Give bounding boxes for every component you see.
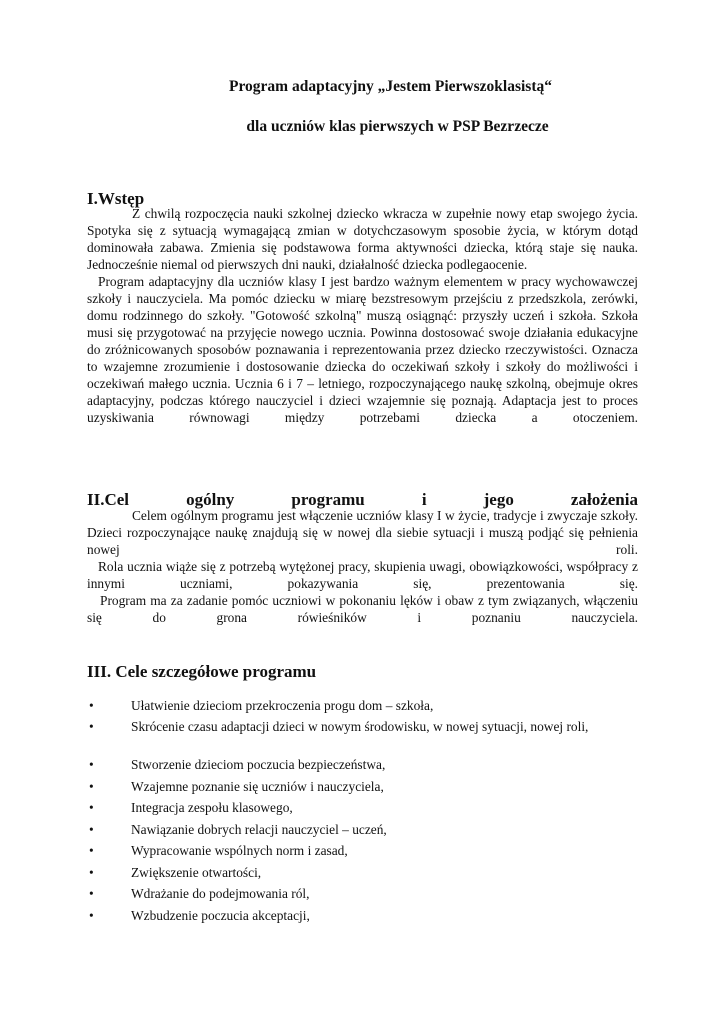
- heading-word: II.Cel: [87, 490, 130, 509]
- list-item: [87, 718, 638, 756]
- bullet-icon: •: [89, 778, 94, 794]
- bullet-icon: •: [89, 864, 94, 880]
- bullet-icon: •: [89, 800, 94, 815]
- list-item-text: Integracja zespołu klasowego,: [131, 800, 293, 815]
- list-item: [87, 864, 638, 886]
- list-item: [87, 821, 638, 843]
- bullet-icon: •: [89, 886, 94, 901]
- list-item-text: Ułatwienie dzieciom przekroczenia progu dom – szkoła,: [131, 698, 434, 713]
- list-item: [87, 756, 638, 778]
- list-item: [87, 778, 638, 800]
- section-introduction-body: [87, 205, 638, 426]
- list-item-text: Wypracowanie wspólnych norm i zasad,: [131, 843, 348, 858]
- bullet-icon: •: [89, 757, 94, 772]
- bullet-icon: •: [89, 698, 94, 713]
- list-item-text: Zwiększenie otwartości,: [131, 864, 262, 880]
- general-goal-paragraph-1: Celem ogólnym programu jest włączenie uczniów klasy I w życie, tradycje i zwyczaje szkoły. Dzieci rozpoczynające naukę znajdują się w nowej dla siebie sytuacji i muszą podjąć się pełnienia nowej roli.: [87, 508, 638, 557]
- list-item: [87, 885, 638, 907]
- list-item-text: Stworzenie dzieciom poczucia bezpieczeństwa,: [131, 757, 386, 772]
- introduction-paragraph-2: Program adaptacyjny dla uczniów klasy I jest bardzo ważnym elementem w pracy wychowawczej szkoły i nauczyciela. Ma pomóc dziecku w miarę bezstresowym przejściu z przedszkola, zerówki, domu rodzinnego do szkoły. "Gotowość szkolną" muszą osiągnąć: przyszły uczeń i szkoła. Szkoła musi się przygotować na przyjęcie nowego ucznia. Powinna dostosować swoje działania edukacyjne do zróżnicowanych sposobów poznawania i reprezentowania przez dziecko rzeczywistości. Oznacza to wzajemne zrozumienie i dostosowanie dziecka do oczekiwań szkoły i szkoły do możliwości i oczekiwań małego ucznia. Ucznia 6 i 7 – letniego, rozpoczynającego naukę szkolną, obejmuje okres adaptacyjny, podczas którego nauczyciel i dzieci wzajemnie się poznają. Adaptacja jest to proces uzyskiwania równowagi między potrzebami dziecka a otoczeniem.: [87, 274, 638, 425]
- list-item-text: Skrócenie czasu adaptacji dzieci w nowym środowisku, w nowej sytuacji, nowej roli,: [131, 719, 589, 734]
- bullet-icon: •: [89, 907, 94, 923]
- list-item: [87, 842, 638, 864]
- document-title: Program adaptacyjny „Jestem Pierwszoklasistą“: [228, 78, 552, 95]
- bullet-icon: •: [89, 719, 94, 734]
- general-goal-paragraph-3: Program ma za zadanie pomóc uczniowi w pokonaniu lęków i obaw z tym związanych, włączeniu się do grona rówieśników i poznaniu nauczyciela.: [87, 593, 638, 625]
- list-item-text: Nawiązanie dobrych relacji nauczyciel – uczeń,: [131, 821, 387, 837]
- list-item-text: Wzajemne poznanie się uczniów i nauczyciela,: [131, 778, 384, 794]
- bullet-icon: •: [89, 821, 94, 837]
- list-item: [87, 799, 638, 821]
- specific-goals-list: [87, 697, 638, 928]
- heading-word: programu: [291, 490, 365, 509]
- heading-word: i: [421, 490, 427, 509]
- introduction-paragraph-1: Z chwilą rozpoczęcia nauki szkolnej dziecko wkracza w zupełnie nowy etap swojego życia. Spotyka się z sytuacją wymagającą zmian w dotychczasowym sposobie życia, w którym dotąd dominowała zabawa. Zmienia się podstawowa forma aktywności dziecka, którą staje się nauka. Jednocześnie niemal od pierwszych dni nauki, działalność dziecka podlegaocenie.: [87, 206, 638, 272]
- heading-word: założenia: [570, 490, 638, 509]
- bullet-icon: •: [89, 843, 94, 858]
- heading-word: jego: [483, 490, 514, 509]
- list-item: [87, 907, 638, 929]
- section-general-goal-body: [87, 507, 638, 626]
- list-item-text: Wzbudzenie poczucia akceptacji,: [131, 907, 310, 923]
- list-item: [87, 697, 638, 718]
- general-goal-paragraph-2: Rola ucznia wiąże się z potrzebą wytężonej pracy, skupienia uwagi, obowiązkowości, współpracy z innymi uczniami, pokazywania się, prezentowania się.: [87, 559, 638, 591]
- section-heading-specific-goals: III. Cele szczegółowe programu: [87, 662, 317, 681]
- section-heading-introduction: I.Wstęp: [87, 189, 145, 208]
- heading-word: ogólny: [186, 490, 235, 509]
- list-item-text: Wdrażanie do podejmowania ról,: [131, 886, 310, 901]
- document-subtitle: dla uczniów klas pierwszych w PSP Bezrzecze: [246, 118, 549, 135]
